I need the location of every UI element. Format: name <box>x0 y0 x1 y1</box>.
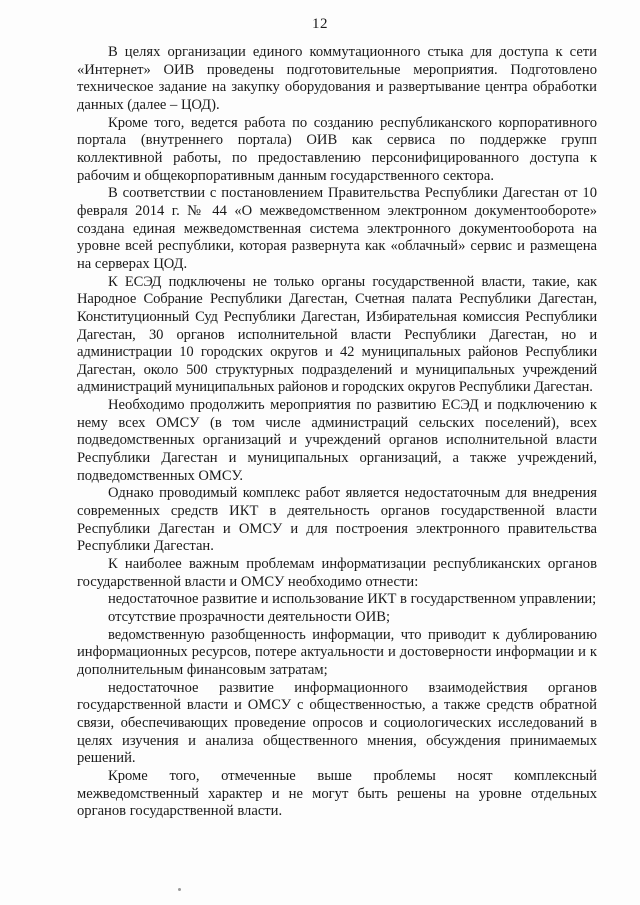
paragraph-esed-connected: К ЕСЭД подключены не только органы государственной власти, такие, как Народное Собрание Республики Дагестан, Счетная палата Республики Дагестан, Конституционный Суд Республики Дагестан, Избирательная комиссия Республики Дагестан, 30 органов исполнительной власти Республики Дагестан, но и администрации 10 городских округов и 42 муниципальных районов Республики Дагестан, около 500 структурных подразделений и муниципальных учреждений администраций муниципальных районов и городских округов Республики Дагестан. <box>77 273 597 396</box>
paragraph-resolution: В соответствии с постановлением Правительства Республики Дагестан от 10 февраля 2014 г. № 44 «О межведомственном электронном документообороте» создана единая межведомственная система электронного документооборота на уровне всей республики, которая развернута как «облачный» сервис и размещена на серверах ЦОД. <box>77 185 597 272</box>
paragraph-problems-intro: К наиболее важным проблемам информатизации республиканских органов государственной власти и ОМСУ необходимо отнести: <box>77 556 597 590</box>
paragraph-corporate-portal: Кроме того, ведется работа по созданию республиканского корпоративного портала (внутреннего портала) ОИВ как сервиса по поддержке групп коллективной работы, по предоставлению персонифицированного доступа к рабочим и общекорпоративным данным государственного сектора. <box>77 114 597 184</box>
paragraph-data-center: В целях организации единого коммутационного стыка для доступа к сети «Интернет» ОИВ проведены подготовительные мероприятия. Подготовлено техническое задание на закупку оборудования и развертывание центра обработки данных (далее – ЦОД). <box>77 44 597 113</box>
list-item-transparency: отсутствие прозрачности деятельности ОИВ; <box>108 609 391 625</box>
document-body <box>77 44 597 821</box>
list-item-ict-development: недостаточное развитие и использование ИКТ в государственном управлении; <box>108 591 597 608</box>
paragraph-esed-development: Необходимо продолжить мероприятия по развитию ЕСЭД и подключению к нему всех ОМСУ (в том числе администраций сельских поселений), всех подведомственных организаций и учреждений органов исполнительной власти Республики Дагестан и муниципальных организаций, а также учреждений, подведомственных ОМСУ. <box>77 397 597 484</box>
scan-speck <box>178 888 181 891</box>
page-number: 12 <box>312 16 328 32</box>
paragraph-conclusion: Кроме того, отмеченные выше проблемы носят комплексный межведомственный характер и не могут быть решены на уровне отдельных органов государственной власти. <box>77 767 597 820</box>
list-item-fragmentation: ведомственную разобщенность информации, что приводит к дублированию информационных ресурсов, потере актуальности и достоверности информации и к дополнительным финансовым затратам; <box>77 626 597 678</box>
paragraph-insufficient-work: Однако проводимый комплекс работ является недостаточным для внедрения современных средств ИКТ в деятельность органов государственной власти Республики Дагестан и ОМСУ и для построения электронного правительства Республики Дагестан. <box>77 485 597 555</box>
list-item-public-interaction: недостаточное развитие информационного взаимодействия органов государственной власти и ОМСУ с общественностью, а также средств обратной связи, обеспечивающих проведение опросов и социологических исследований в целях изучения и анализа общественного мнения, обсуждения принимаемых решений. <box>77 679 597 767</box>
